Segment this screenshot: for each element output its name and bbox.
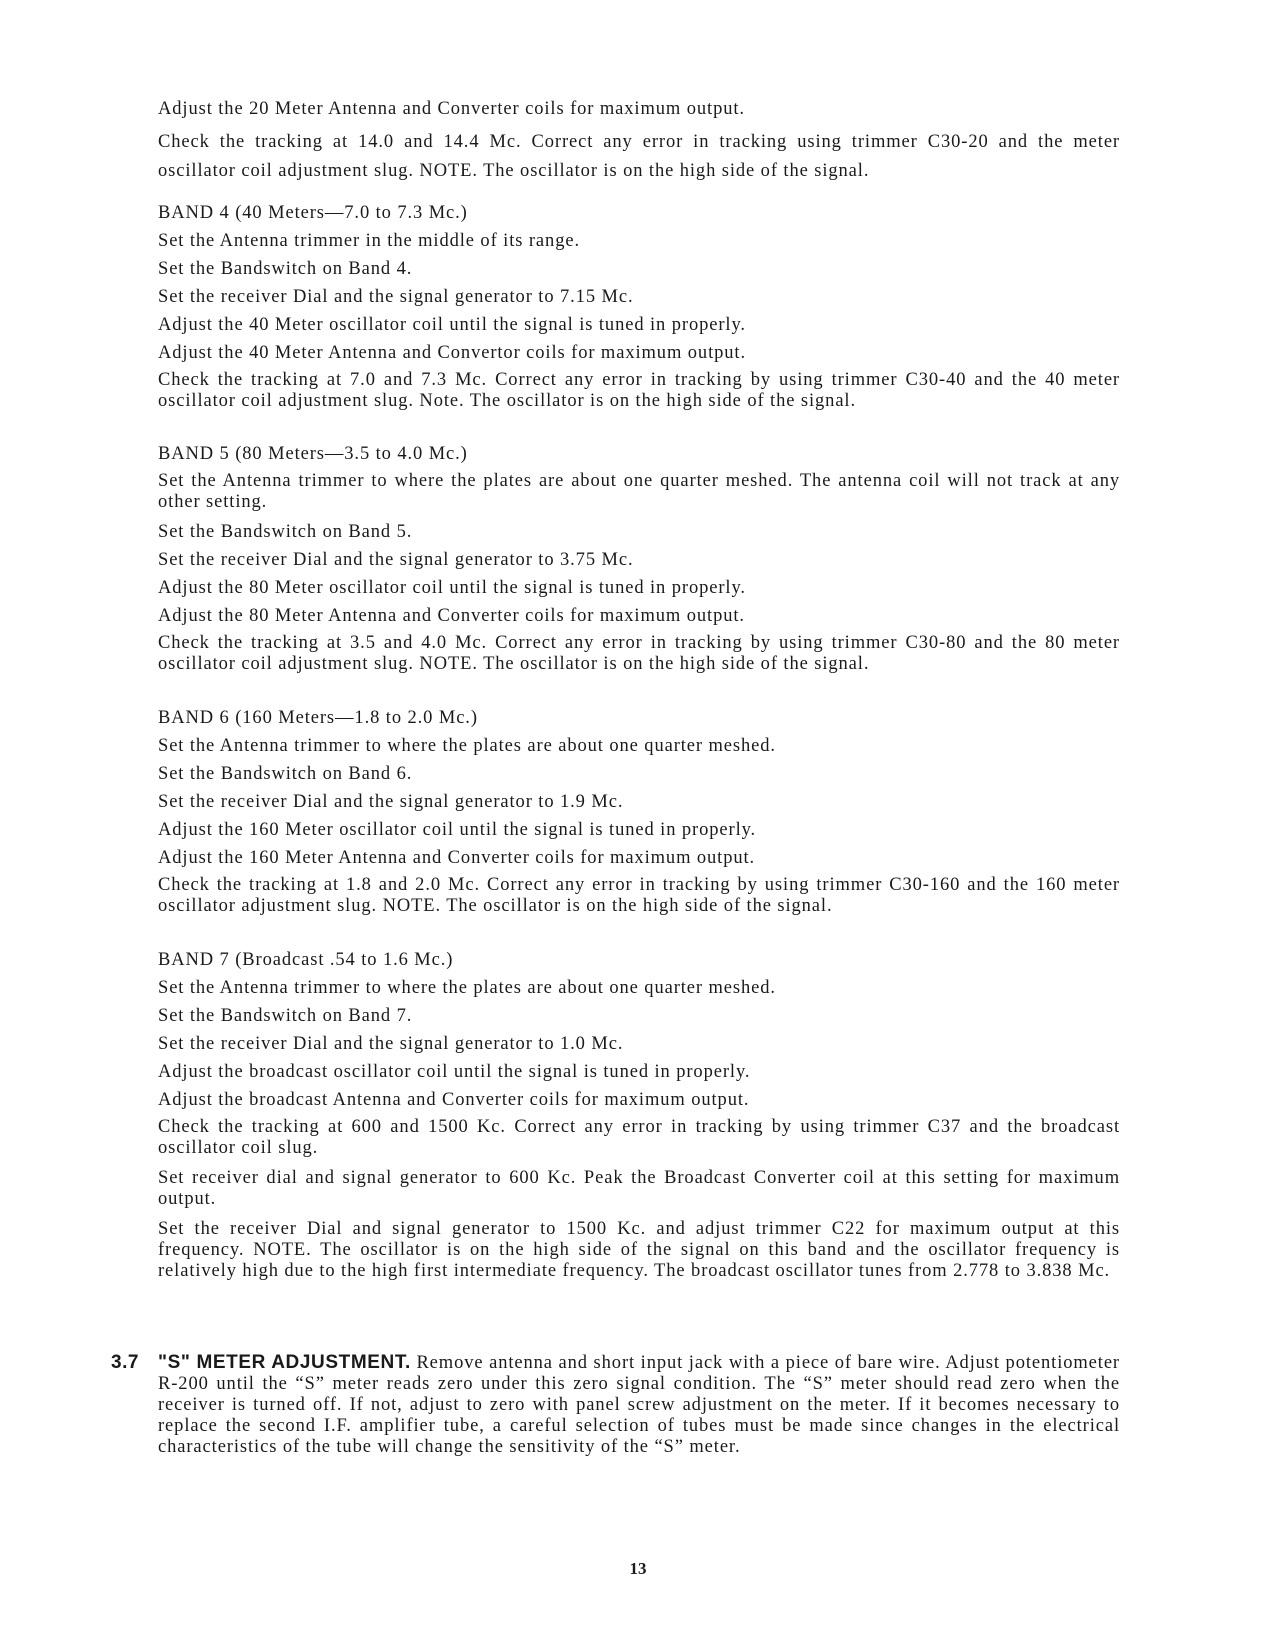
s-meter-title: "S" METER ADJUSTMENT. xyxy=(158,1352,411,1373)
band6-line-1: Set the Antenna trimmer to where the plates are about one quarter meshed. xyxy=(158,736,776,756)
band5-line-3: Set the receiver Dial and the signal generator to 3.75 Mc. xyxy=(158,550,634,570)
band4-line-4: Adjust the 40 Meter oscillator coil until the signal is tuned in properly. xyxy=(158,315,746,335)
band7-line-6: Check the tracking at 600 and 1500 Kc. Correct any error in tracking by using trimmer C37 and the broadcast oscillator coil slug. xyxy=(158,1117,1120,1158)
band6-line-2: Set the Bandswitch on Band 6. xyxy=(158,764,413,784)
band4-line-5: Adjust the 40 Meter Antenna and Convertor coils for maximum output. xyxy=(158,343,746,363)
s-meter-paragraph xyxy=(158,1352,1120,1458)
band6-line-4: Adjust the 160 Meter oscillator coil until the signal is tuned in properly. xyxy=(158,820,757,840)
band6-line-6: Check the tracking at 1.8 and 2.0 Mc. Correct any error in tracking by using trimmer C30-160 and the 160 meter oscillator adjustment slug. NOTE. The oscillator is on the high side of the signal. xyxy=(158,875,1120,916)
band7-heading: BAND 7 (Broadcast .54 to 1.6 Mc.) xyxy=(158,950,454,970)
section-number: 3.7 xyxy=(111,1352,139,1373)
band5-heading: BAND 5 (80 Meters—3.5 to 4.0 Mc.) xyxy=(158,444,468,464)
band5-line-2: Set the Bandswitch on Band 5. xyxy=(158,522,413,542)
s-meter-body: Remove antenna and short input jack with a piece of bare wire. Adjust potentiometer R-200 until the “S” meter reads zero under this zero signal condition. The “S” meter should read zero when the receiver is turned off. If not, adjust to zero with panel screw adjustment on the meter. If it becomes necessary to replace the second I.F. amplifier tube, a careful selection of tubes must be made since changes in the electrical characteristics of the tube will change the sensitivity of the “S” meter. xyxy=(158,1353,1120,1457)
band7-line-7: Set receiver dial and signal generator to 600 Kc. Peak the Broadcast Converter coil at this setting for maximum output. xyxy=(158,1168,1120,1209)
band3-line-1: Adjust the 20 Meter Antenna and Converter coils for maximum output. xyxy=(158,99,745,119)
band5-line-5: Adjust the 80 Meter Antenna and Converter coils for maximum output. xyxy=(158,606,745,626)
band5-line-4: Adjust the 80 Meter oscillator coil until the signal is tuned in properly. xyxy=(158,578,746,598)
band7-line-1: Set the Antenna trimmer to where the plates are about one quarter meshed. xyxy=(158,978,776,998)
page-number: 13 xyxy=(629,1559,647,1578)
band4-line-1: Set the Antenna trimmer in the middle of its range. xyxy=(158,231,580,251)
band4-line-3: Set the receiver Dial and the signal generator to 7.15 Mc. xyxy=(158,287,634,307)
band6-line-3: Set the receiver Dial and the signal generator to 1.9 Mc. xyxy=(158,792,624,812)
band4-line-6: Check the tracking at 7.0 and 7.3 Mc. Correct any error in tracking by using trimmer C30-40 and the 40 meter oscillator coil adjustment slug. Note. The oscillator is on the high side of the signal. xyxy=(158,370,1120,411)
band7-line-8: Set the receiver Dial and signal generator to 1500 Kc. and adjust trimmer C22 for maximum output at this frequency. NOTE. The oscillator is on the high side of the signal on this band and the oscillator frequency is relatively high due to the high first intermediate frequency. The broadcast oscillator tunes from 2.778 to 3.838 Mc. xyxy=(158,1219,1120,1281)
band6-line-5: Adjust the 160 Meter Antenna and Converter coils for maximum output. xyxy=(158,848,756,868)
band7-line-3: Set the receiver Dial and the signal generator to 1.0 Mc. xyxy=(158,1034,624,1054)
band4-line-2: Set the Bandswitch on Band 4. xyxy=(158,259,413,279)
band3-line-2: Check the tracking at 14.0 and 14.4 Mc. Correct any error in tracking using trimmer C30-20 and the meter oscillator coil adjustment slug. NOTE. The oscillator is on the high side of the signal. xyxy=(158,132,1120,181)
band7-line-4: Adjust the broadcast oscillator coil until the signal is tuned in properly. xyxy=(158,1062,751,1082)
band4-heading: BAND 4 (40 Meters—7.0 to 7.3 Mc.) xyxy=(158,203,468,223)
band5-line-6: Check the tracking at 3.5 and 4.0 Mc. Correct any error in tracking by using trimmer C30-80 and the 80 meter oscillator coil adjustment slug. NOTE. The oscillator is on the high side of the signal. xyxy=(158,633,1120,674)
band6-heading: BAND 6 (160 Meters—1.8 to 2.0 Mc.) xyxy=(158,708,478,728)
band7-line-5: Adjust the broadcast Antenna and Converter coils for maximum output. xyxy=(158,1090,750,1110)
band7-line-2: Set the Bandswitch on Band 7. xyxy=(158,1006,413,1026)
band5-line-1: Set the Antenna trimmer to where the plates are about one quarter meshed. The antenna coil will not track at any other setting. xyxy=(158,471,1120,512)
